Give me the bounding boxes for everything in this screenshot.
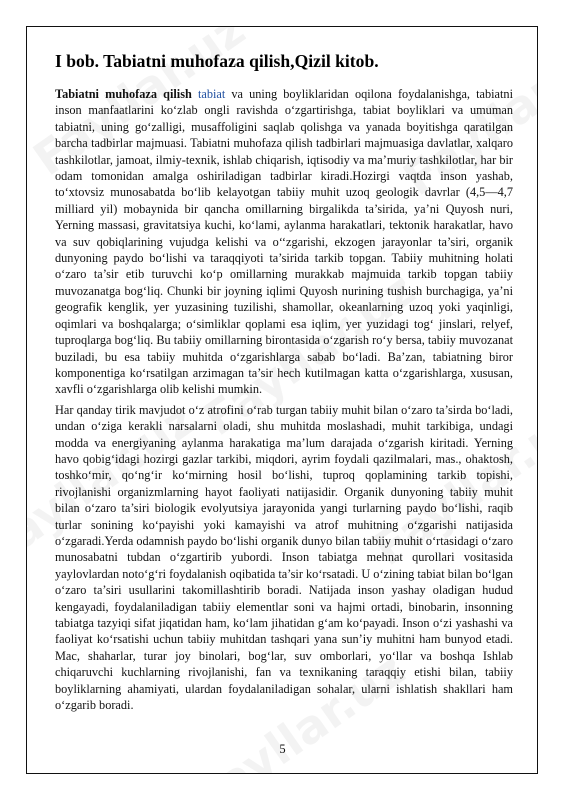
paragraph-1-lead: Tabiatni muhofaza qilish bbox=[55, 87, 192, 101]
chapter-title-period: . bbox=[374, 51, 379, 71]
paragraph-2: Har qanday tirik mavjudot o‘z atrofini o‘rab turgan tabiiy muhit bilan o‘zaro ta’sirda bo‘ladi, undan o‘ziga kerakli narsalarni oladi, shu muhitda moslashadi, muhit tarkibiga, undagi modda va energiyaning aylanma harakatiga ma’lum darajada o‘zgarish kiritadi. Yerning havo qobig‘idagi hozirgi gazlar tarkibi, miqdori, ayrim foydali qazilmalari, mas., ohaktosh, toshko‘mir, qo‘ng‘ir ko‘mirning hosil bo‘lishi, tuproq qoplamining tarkib topishi, rivojlanishi organizmlarning hayot faoliyati natijasidir. Organik dunyoning tabiiy muhit bilan o‘zaro ta’siri biologik evolyutsiya jarayonida yangi turlarning paydo bo‘lishi, raqib turlar sonining ko‘payishi yoki kamayishi va atrof muhitning o‘zgarishi natijasida o‘zgaradi.Yerda odamnish paydo bo‘lishi organik dunyo bilan tabiiy muhit o‘rtasidagi o‘zaro munosabatni tubdan o‘zgartirib yubordi. Inson tabiatga mehnat qurollari vositasida yaylovlardan noto‘g‘ri foydalanish oqibatida ta’sir ko‘rsatadi. U o‘zining tabiat bilan bo‘lgan o‘zaro ta’siri usullarini takomillashtirib boradi. Natijada inson yashay oladigan hudud kengayadi, foydalaniladigan tabiiy elementlar soni va hajmi ortadi, binobarin, insonning tabiatga tazyiqi sifat jiqatidan ham, ko‘lam jihatidan g‘am ko‘payadi. Inson o‘zi yashashi va faoliyat ko‘rsatishi uchun tabiiy muhitdan tashqari yana sun’iy muhitni ham bunyod etadi. Mac, shaharlar, turar joy binolari, bog‘lar, suv omborlari, yo‘llar va boshqa Ishlab chiqaruvchi kuchlarning rivojlanishi, fan va texnikaning taraqqiy etishi bilan, tabiiy boyliklarning ahamiyati, ulardan foydalaniladigan sohalar, ularni ishlatish shakllari ham o‘zgarib boradi. bbox=[55, 402, 513, 713]
paragraph-1-text: va uning boyliklaridan oqilona foydalanishga, tabiatni inson manfaatlarini ko‘zlab ongli ravishda o‘zgartirishga, tabiat boyliklari va umuman tabiatni, uning go‘zalligi, musaffoligini saqlab qolishga va yanada boyitishga qaratilgan barcha tadbirlar majmuasi. Tabiatni muhofaza qilish tadbirlari majmuasiga davlatlar, xalqaro tashkilotlar, jamoat, ilmiy-texnik, ishlab chiqarish, iqtisodiy va ma’muriy tashkilotlar, har bir odam tomonidan amalga oshiriladigan tadbirlar kiradi.Hozirgi vaqtda inson yashab, to‘xtovsiz munosabatda bo‘lib kelayotgan tabiiy muhit uzoq geologik davrlar (4,5—4,7 milliard yil) mobaynida bir qancha omillarning birgalikda ta’sirida, ya’ni Quyosh nuri, Yerning massasi, gravitatsiya kuchi, ko‘lami, aylanma harakatlari, tektonik harakatlar, havo va suv qobiqlarining vujudga kelishi va o‘‘zgarishi, ekzogen jarayonlar ta’siri, organik dunyoning paydo bo‘lishi va taraqqiyoti ta’sirida tarkib topgan. Tabiiy muhitning holati o‘zaro ta’sir etib turuvchi ko‘p omillarning murakkab majmuida tarkib topgan tabiiy muvozanatga bog‘liq. Chunki bir joyning iqlimi Quyosh nurining tushish burchagiga, ya’ni geografik kenglik, yer yuzasining tuzilishi, shamollar, okeanlarning uzoq yoki yaqinligi, oqimlari va boshqalarga; o‘simliklar qoplami esa iqlim, yer yuzidagi tog‘ jinslari, relyef, tuproqlarga bog‘liq. Bu tabiiy omillarning birontasida o‘zgarish ro‘y bersa, tabiiy muvozanat buziladi, bu esa tabiiy muhitda o‘zgarishlarga sabab bo‘ladi. Ba’zan, tabiatning biror komponentiga ko‘rsatilgan arzimagan ta’sir hech kutilmagan katta o‘zgarishlarga, xususan, xavfli o‘zgarishlarga olib kelishi mumkin. bbox=[55, 87, 513, 397]
document-body bbox=[55, 50, 513, 717]
chapter-title bbox=[55, 50, 513, 72]
tabiat-link[interactable]: tabiat bbox=[197, 87, 226, 101]
page-number: 5 bbox=[279, 742, 286, 756]
paragraph-1 bbox=[55, 86, 513, 398]
chapter-title-text: I bob. Tabiatni muhofaza qilish,Qizil kitob bbox=[55, 51, 375, 71]
